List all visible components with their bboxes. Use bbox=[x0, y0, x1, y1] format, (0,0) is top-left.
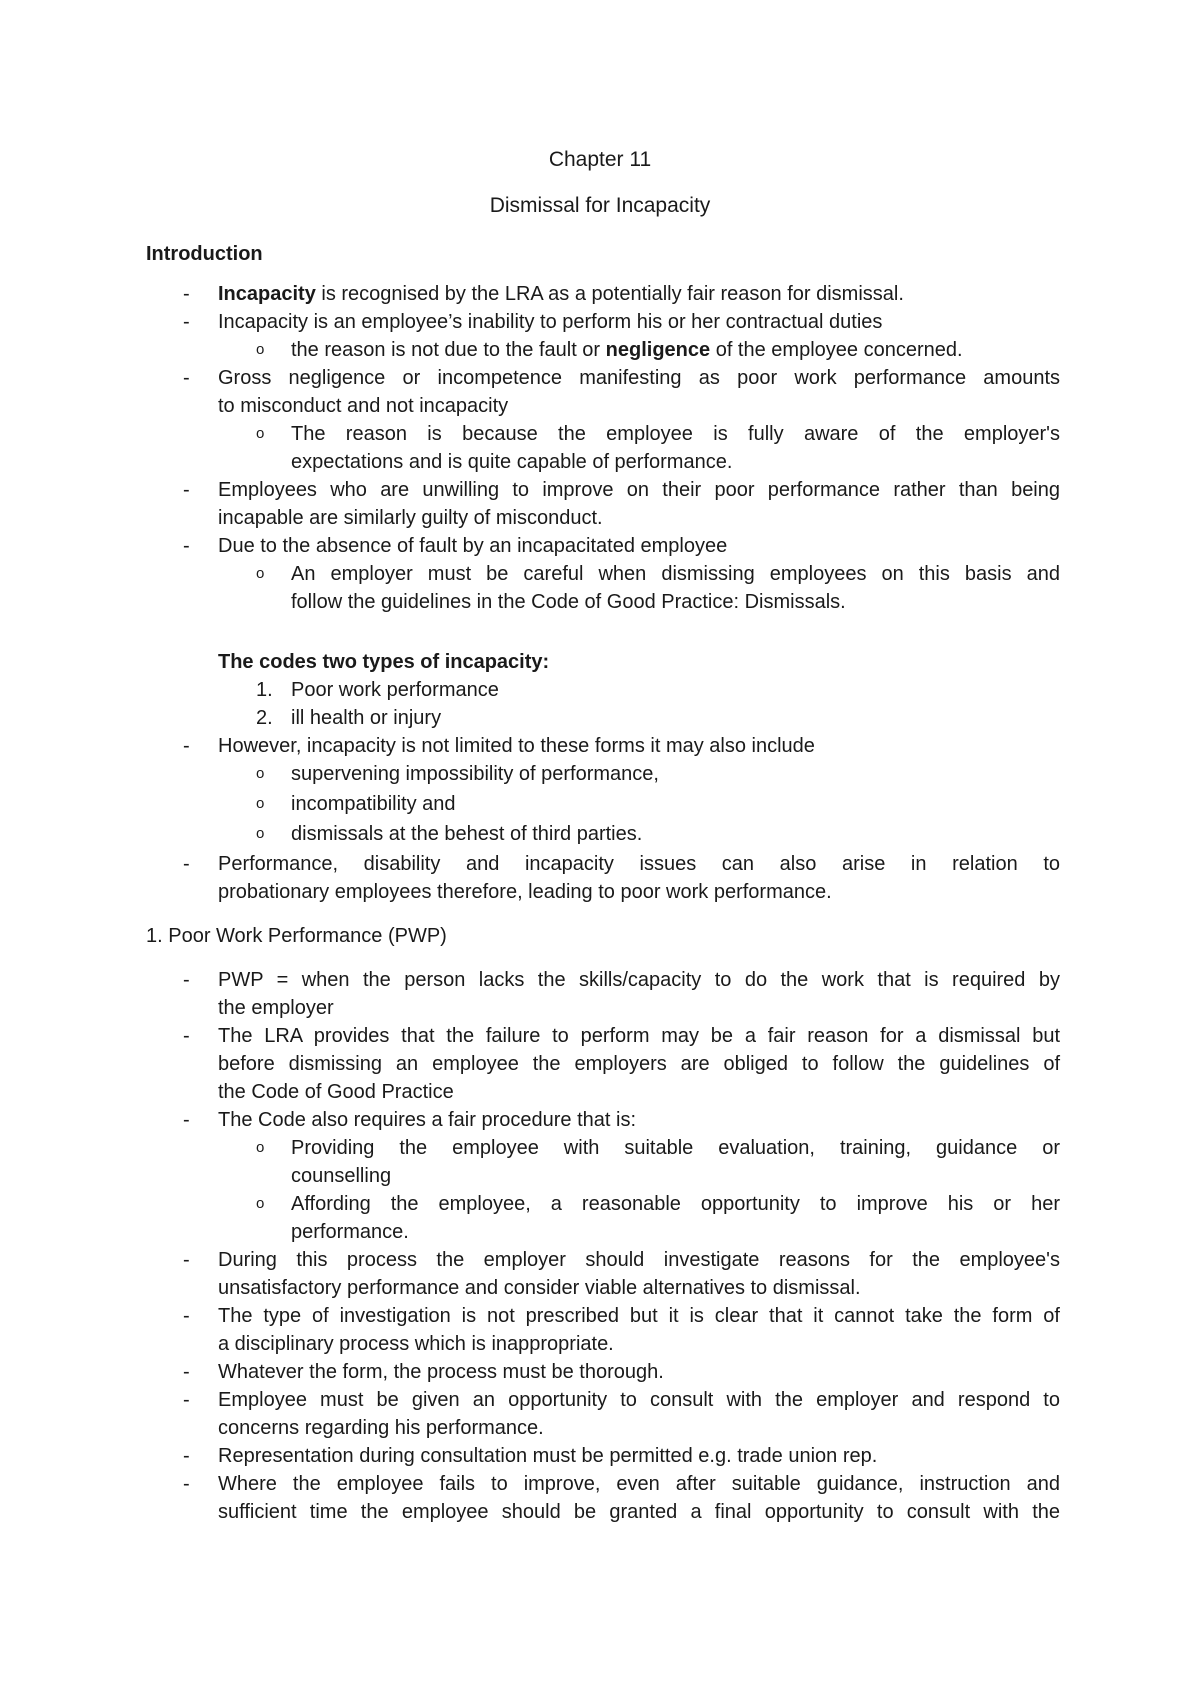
dash-bullet: - bbox=[183, 1389, 190, 1411]
pwp-sub-1-line-1: Providing the employee with suitable evaluation, training, guidance or bbox=[291, 1137, 1060, 1159]
circle-bullet: o bbox=[256, 765, 265, 782]
intro-bullet-1: Incapacity is recognised by the LRA as a potentially fair reason for dismissal. bbox=[218, 283, 904, 305]
dash-bullet: - bbox=[183, 367, 190, 389]
dash-bullet: - bbox=[183, 735, 190, 757]
dash-bullet: - bbox=[183, 479, 190, 501]
pwp-bullet-4-line-2: unsatisfactory performance and consider viable alternatives to dismissal. bbox=[218, 1277, 861, 1299]
circle-bullet: o bbox=[256, 565, 265, 582]
intro-sub-bullet-5-line-2: follow the guidelines in the Code of Good Practice: Dismissals. bbox=[291, 591, 846, 613]
pwp-bullet-5-line-1: The type of investigation is not prescribed but it is clear that it cannot take the form of bbox=[218, 1305, 1060, 1327]
circle-bullet: o bbox=[256, 1195, 265, 1212]
pwp-sub-2-line-2: performance. bbox=[291, 1221, 409, 1243]
intro-bullet-4-line-1: Employees who are unwilling to improve on their poor performance rather than being bbox=[218, 479, 1060, 501]
types-sub-2: incompatibility and bbox=[291, 793, 456, 815]
intro-sub-bullet-3-line-1: The reason is because the employee is fully aware of the employer's bbox=[291, 423, 1060, 445]
dash-bullet: - bbox=[183, 1445, 190, 1467]
circle-bullet: o bbox=[256, 341, 265, 358]
dash-bullet: - bbox=[183, 853, 190, 875]
intro-sub-bullet-2: the reason is not due to the fault or negligence of the employee concerned. bbox=[291, 339, 963, 361]
pwp-bullet-2-line-3: the Code of Good Practice bbox=[218, 1081, 454, 1103]
types-heading: The codes two types of incapacity: bbox=[218, 651, 550, 673]
intro-bullet-4-line-2: incapable are similarly guilty of misconduct. bbox=[218, 507, 603, 529]
pwp-bullet-3: The Code also requires a fair procedure that is: bbox=[218, 1109, 636, 1131]
dash-bullet: - bbox=[183, 311, 190, 333]
bold-term: Incapacity bbox=[218, 283, 316, 305]
pwp-bullet-6: Whatever the form, the process must be thorough. bbox=[218, 1361, 664, 1383]
dash-bullet: - bbox=[183, 283, 190, 305]
type-item-1: Poor work performance bbox=[291, 679, 499, 701]
bold-term: negligence bbox=[605, 339, 711, 361]
dash-bullet: - bbox=[183, 1361, 190, 1383]
types-bullet-7-line-1: Performance, disability and incapacity issues can also arise in relation to bbox=[218, 853, 1060, 875]
pwp-bullet-4-line-1: During this process the employer should investigate reasons for the employee's bbox=[218, 1249, 1060, 1271]
pwp-heading: 1. Poor Work Performance (PWP) bbox=[146, 925, 447, 947]
circle-bullet: o bbox=[256, 825, 265, 842]
pwp-sub-1-line-2: counselling bbox=[291, 1165, 392, 1187]
circle-bullet: o bbox=[256, 1139, 265, 1156]
intro-bullet-5: Due to the absence of fault by an incapacitated employee bbox=[218, 535, 728, 557]
dash-bullet: - bbox=[183, 969, 190, 991]
list-number: 2. bbox=[256, 707, 273, 729]
list-number: 1. bbox=[256, 679, 273, 701]
pwp-bullet-5-line-2: a disciplinary process which is inappropriate. bbox=[218, 1333, 614, 1355]
dash-bullet: - bbox=[183, 535, 190, 557]
intro-sub-bullet-5-line-1: An employer must be careful when dismissing employees on this basis and bbox=[291, 563, 1060, 585]
dash-bullet: - bbox=[183, 1025, 190, 1047]
intro-heading: Introduction bbox=[146, 243, 263, 265]
types-sub-3: dismissals at the behest of third parties. bbox=[291, 823, 643, 845]
type-item-2: ill health or injury bbox=[291, 707, 442, 729]
pwp-bullet-7-line-2: concerns regarding his performance. bbox=[218, 1417, 544, 1439]
chapter-subtitle: Dismissal for Incapacity bbox=[489, 194, 711, 217]
pwp-bullet-1-line-2: the employer bbox=[218, 997, 334, 1019]
dash-bullet: - bbox=[183, 1249, 190, 1271]
chapter-title: Chapter 11 bbox=[548, 148, 652, 171]
types-bullet-6: However, incapacity is not limited to these forms it may also include bbox=[218, 735, 815, 757]
circle-bullet: o bbox=[256, 425, 265, 442]
pwp-bullet-2-line-2: before dismissing an employee the employers are obliged to follow the guidelines of bbox=[218, 1053, 1060, 1075]
intro-bullet-2: Incapacity is an employee’s inability to perform his or her contractual duties bbox=[218, 311, 883, 333]
intro-bullet-3-line-1: Gross negligence or incompetence manifesting as poor work performance amounts bbox=[218, 367, 1060, 389]
pwp-sub-2-line-1: Affording the employee, a reasonable opportunity to improve his or her bbox=[291, 1193, 1060, 1215]
intro-sub-bullet-3-line-2: expectations and is quite capable of performance. bbox=[291, 451, 733, 473]
pwp-bullet-1-line-1: PWP = when the person lacks the skills/capacity to do the work that is required by bbox=[218, 969, 1060, 991]
dash-bullet: - bbox=[183, 1473, 190, 1495]
pwp-bullet-8: Representation during consultation must be permitted e.g. trade union rep. bbox=[218, 1445, 878, 1467]
intro-bullet-3-line-2: to misconduct and not incapacity bbox=[218, 395, 509, 417]
pwp-bullet-9-line-1: Where the employee fails to improve, even after suitable guidance, instruction and bbox=[218, 1473, 1060, 1495]
circle-bullet: o bbox=[256, 795, 265, 812]
dash-bullet: - bbox=[183, 1305, 190, 1327]
types-sub-1: supervening impossibility of performance, bbox=[291, 763, 659, 785]
pwp-bullet-9-line-2: sufficient time the employee should be granted a final opportunity to consult with the bbox=[218, 1501, 1060, 1523]
dash-bullet: - bbox=[183, 1109, 190, 1131]
types-bullet-7-line-2: probationary employees therefore, leading to poor work performance. bbox=[218, 881, 832, 903]
pwp-bullet-7-line-1: Employee must be given an opportunity to consult with the employer and respond to bbox=[218, 1389, 1060, 1411]
pwp-bullet-2-line-1: The LRA provides that the failure to perform may be a fair reason for a dismissal but bbox=[218, 1025, 1060, 1047]
